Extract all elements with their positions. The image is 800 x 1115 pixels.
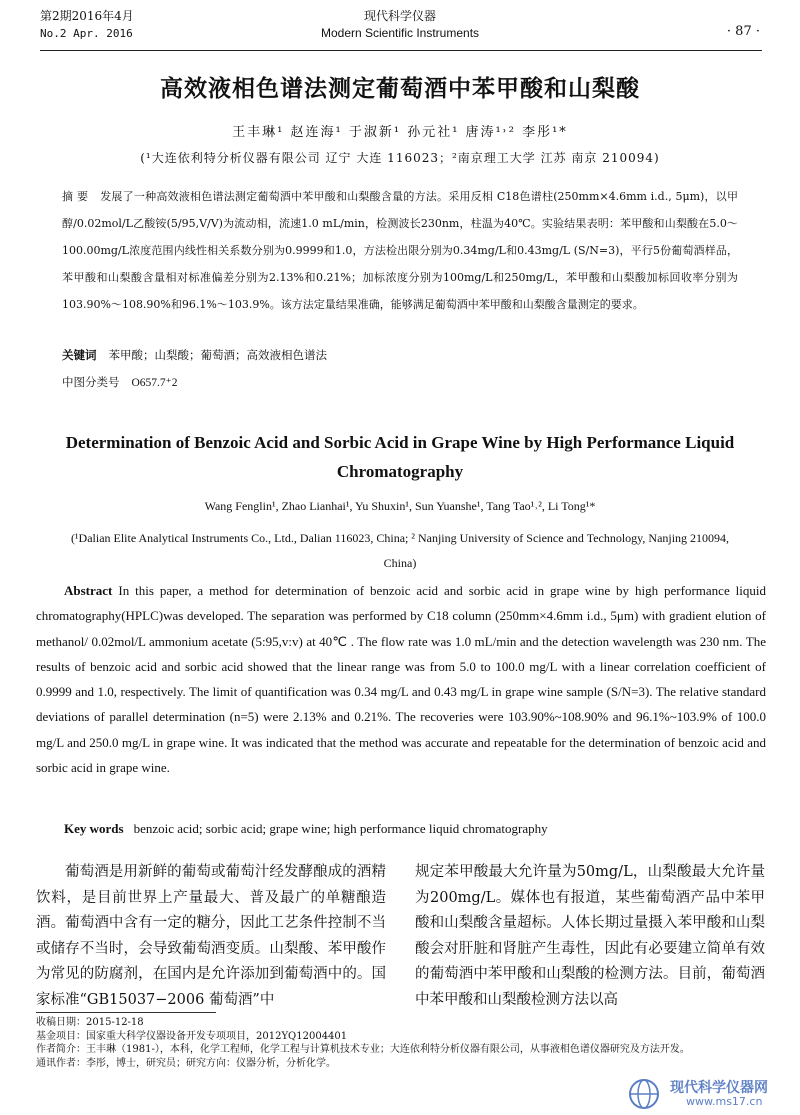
- abstract-en-label: Abstract: [64, 583, 113, 598]
- keywords-cn: [62, 347, 738, 363]
- abstract-en: [36, 578, 766, 780]
- keywords-cn-label: 关键词: [62, 348, 97, 362]
- journal-name: [40, 8, 760, 42]
- footnote-contact: 通讯作者：李彤，博士，研究员；研究方向：仪器分析，分析化学。: [36, 1057, 336, 1069]
- watermark-url: www.ms17.cn: [686, 1095, 763, 1108]
- body-column-right: 规定苯甲酸最大允许量为50mg/L，山梨酸最大允许量为200mg/L。媒体也有报道，某些葡萄酒产品中苯甲酸和山梨酸含量超标。人体长期过量摄入苯甲酸和山梨酸会对肝脏和肾脏产生毒性，因此有必要建立简单有效的葡萄酒中苯甲酸和山梨酸的检测方法。目前，葡萄酒中苯甲酸和山梨酸检测方法以高: [415, 864, 765, 1008]
- footnote-fund: 基金项目：国家重大科学仪器设备开发专项项目，2012YQ12004401: [36, 1030, 348, 1042]
- classification-cn-label: 中图分类号: [62, 375, 120, 389]
- title-cn: 高效液相色谱法测定葡萄酒中苯甲酸和山梨酸: [160, 75, 640, 102]
- affiliation-cn: (¹大连依利特分析仪器有限公司 辽宁 大连 116023；²南京理工大学 江苏 南京 210094): [140, 151, 660, 165]
- issue-cn: 第2期2016年4月: [40, 9, 134, 23]
- watermark: [626, 1077, 796, 1111]
- body-column-left: 葡萄酒是用新鲜的葡萄或葡萄汁经发酵酿成的酒精饮料，是目前世界上产量最大、普及最广的单糖酿造酒。葡萄酒中含有一定的糖分，因此工艺条件控制不当或储存不当时，会导致葡萄酒变质。山梨酸、苯甲酸作为常见的防腐剂，在国内是允许添加到葡萄酒中的。国家标准“GB15037−2006 葡萄酒”中: [36, 864, 386, 1008]
- header-divider: [40, 50, 762, 51]
- footnote-received: 收稿日期：2015-12-18: [36, 1017, 144, 1028]
- journal-en: Modern Scientific Instruments: [320, 26, 480, 40]
- abstract-en-text: In this paper, a method for determination of benzoic acid and sorbic acid in grape wine by high performance liquid chromatography(HPLC)was developed. The separation was performed by C18 column (250mm×4.6mm i.d., 5μm) with gradient elution of methanol/ 0.02mol/L ammonium acetate (5:95,v:v) at 40℃ . The flow rate was 1.0 mL/min and the detection wavelength was 230 nm. The results of benzoic acid and sorbic acid showed that the linear range was from 5.0 to 100.0 mg/L with a linear correlation coefficient of 0.9999 and 1.0, respectively. The limit of quantification was 0.34 mg/L and 0.43 mg/L in grape wine sample (S/N=3). The relative standard deviations of parallel determination (n=5) were 2.13% and 0.21%. The recoveries were 103.90%~108.90% and 96.1%~103.9% of 100.0 mg/L and 250.0 mg/L in grape wine. It was indicated that the method was accurate and repeatable for the determination of benzoic acid and sorbic acid in grape wine.: [36, 583, 766, 776]
- issue-en: No.2 Apr. 2016: [40, 27, 133, 40]
- classification-cn-text: O657.7⁺2: [131, 377, 178, 389]
- abstract-cn-text: 发展了一种高效液相色谱法测定葡萄酒中苯甲酸和山梨酸含量的方法。采用反相 C18色谱柱(250mm×4.6mm i.d., 5μm)，以甲醇/0.02mol/L乙酸铵(5/95,V/V)为流动相，流速1.0 mL/min，检测波长230nm，柱温为40℃。实验结果表明：苯甲酸和山梨酸在5.0～100.00mg/L浓度范围内线性相关系数分别为0.9999和1.0，方法检出限分别为0.34mg/L和0.43mg/L (S/N=3)，平行5份葡萄酒样品，苯甲酸和山梨酸含量相对标准偏差分别为2.13%和0.21%；加标浓度分别为100mg/L和250mg/L，苯甲酸和山梨酸加标回收率分别为103.90%～108.90%和96.1%～103.9%。该方法定量结果准确，能够满足葡萄酒中苯甲酸和山梨酸含量测定的要求。: [62, 190, 738, 311]
- affiliation-en: (¹Dalian Elite Analytical Instruments Co., Ltd., Dalian 116023, China; ² Nanjing University of Science and Technology, Nanjing 210094, China): [70, 531, 730, 570]
- authors-en: Wang Fenglin¹, Zhao Lianhai¹, Yu Shuxin¹, Sun Yuanshe¹, Tang Tao¹˒², Li Tong¹*: [204, 499, 596, 513]
- classification-cn: [62, 374, 738, 390]
- keywords-en-label: Key words: [64, 821, 124, 836]
- keywords-cn-text: 苯甲酸；山梨酸；葡萄酒；高效液相色谱法: [108, 348, 327, 362]
- abstract-cn-label: 摘 要: [62, 190, 89, 203]
- running-header: [40, 8, 760, 48]
- keywords-en-text: benzoic acid; sorbic acid; grape wine; high performance liquid chromatography: [133, 821, 548, 836]
- footnote-author: 作者简介：王丰琳（1981-），本科，化学工程师，化学工程与计算机技术专业；大连依利特分析仪器有限公司，从事液相色谱仪器研究及方法开发。: [36, 1044, 690, 1055]
- abstract-cn: [62, 183, 738, 318]
- journal-cn: 现代科学仪器: [363, 9, 436, 23]
- globe-icon: [626, 1077, 662, 1111]
- watermark-text: 现代科学仪器网: [670, 1080, 768, 1096]
- footnotes: [36, 1016, 776, 1070]
- title-en: Determination of Benzoic Acid and Sorbic Acid in Grape Wine by High Performance Liquid Chromatography: [65, 433, 735, 481]
- footnote-divider: [36, 1012, 216, 1013]
- keywords-en: [36, 821, 766, 837]
- page-number: · 87 ·: [726, 24, 760, 39]
- authors-cn: 王丰琳¹ 赵连海¹ 于淑新¹ 孙元社¹ 唐涛¹˒² 李彤¹*: [232, 125, 568, 140]
